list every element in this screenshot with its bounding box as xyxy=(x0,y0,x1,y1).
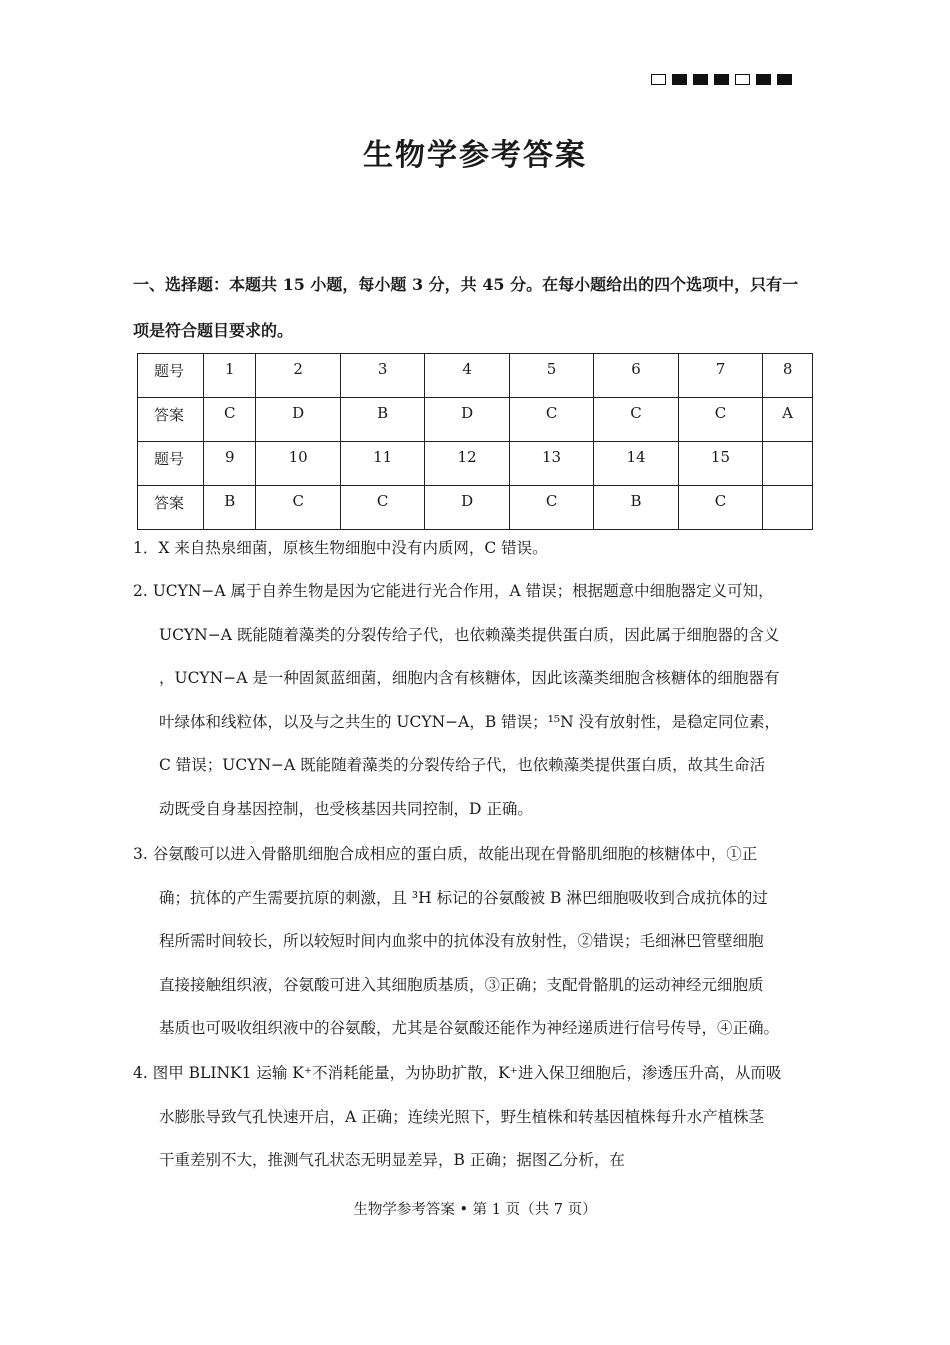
mark-box xyxy=(777,74,792,85)
explanation-line: 程所需时间较长，所以较短时间内血浆中的抗体没有放射性，②错误；毛细淋巴管壁细胞 xyxy=(159,932,764,950)
section-heading xyxy=(133,262,823,354)
question-number: 5 xyxy=(509,354,593,398)
answer-cell: C xyxy=(509,486,593,530)
question-number: 4 xyxy=(425,354,509,398)
explanation-line: 直接接触组织液，谷氨酸可进入其细胞质基质，③正确；支配骨骼肌的运动神经元细胞质 xyxy=(159,975,764,994)
section-heading-line: 一、选择题：本题共 15 小题，每小题 3 分，共 45 分。在每小题给出的四个选项中，只有一 xyxy=(133,275,799,294)
page-footer: 生物学参考答案 • 第 1 页（共 7 页） xyxy=(353,1202,597,1218)
mark-box xyxy=(756,74,771,85)
question-number: 6 xyxy=(594,354,678,398)
answer-cell: C xyxy=(509,398,593,442)
question-number: 3 xyxy=(340,354,424,398)
answer-cell: B xyxy=(594,486,678,530)
page-marks xyxy=(651,74,792,85)
question-number: 2 xyxy=(256,354,340,398)
mark-box xyxy=(714,74,729,85)
explanation-line: 叶绿体和线粒体，以及与之共生的 UCYN−A，B 错误；¹⁵N 没有放射性，是稳定同位素， xyxy=(159,712,781,731)
page-title: 生物学参考答案 xyxy=(363,138,587,173)
explanation-line: UCYN−A 既能随着藻类的分裂传给子代，也依赖藻类提供蛋白质，因此属于细胞器的含义 xyxy=(159,625,780,644)
row-label: 题号 xyxy=(138,354,204,398)
explanation-line: 动既受自身基因控制，也受核基因共同控制，D 正确。 xyxy=(159,799,533,818)
explanation-line: 1．X 来自热泉细菌，原核生物细胞中没有内质网，C 错误。 xyxy=(133,539,548,557)
answer-cell: C xyxy=(678,486,762,530)
question-number: 9 xyxy=(204,442,256,486)
answer-cell xyxy=(763,486,813,530)
mark-box xyxy=(672,74,687,85)
explanation-line: 水膨胀导致气孔快速开启，A 正确；连续光照下，野生植株和转基因植株每升水产植株茎 xyxy=(159,1107,765,1126)
explanation-q1 xyxy=(133,527,823,571)
answer-cell: C xyxy=(204,398,256,442)
question-number: 1 xyxy=(204,354,256,398)
answer-cell: C xyxy=(594,398,678,442)
explanation-line: 基质也可吸收组织液中的谷氨酸，尤其是谷氨酸还能作为神经递质进行信号传导，④正确。 xyxy=(159,1019,780,1037)
question-number: 11 xyxy=(340,442,424,486)
explanation-line: ，UCYN−A 是一种固氮蓝细菌，细胞内含有核糖体，因此该藻类细胞含核糖体的细胞器有 xyxy=(159,669,780,687)
question-number: 15 xyxy=(678,442,762,486)
explanation-q3 xyxy=(133,833,823,1051)
explanation-line: 3. 谷氨酸可以进入骨骼肌细胞合成相应的蛋白质，故能出现在骨骼肌细胞的核糖体中，①正 xyxy=(133,845,758,863)
answer-cell: C xyxy=(256,486,340,530)
answer-table xyxy=(137,353,813,530)
answer-cell: A xyxy=(763,398,813,442)
answer-cell: B xyxy=(204,486,256,530)
answer-cell: D xyxy=(256,398,340,442)
explanation-q4 xyxy=(133,1052,823,1183)
row-label: 题号 xyxy=(138,442,204,486)
explanation-q2 xyxy=(133,570,823,831)
row-label: 答案 xyxy=(138,398,204,442)
question-number: 10 xyxy=(256,442,340,486)
table-row-answers-2 xyxy=(138,486,813,530)
section-heading-line: 项是符合题目要求的。 xyxy=(133,321,294,340)
table-row-answers-1 xyxy=(138,398,813,442)
question-number: 7 xyxy=(678,354,762,398)
question-number: 12 xyxy=(425,442,509,486)
row-label: 答案 xyxy=(138,486,204,530)
question-number: 13 xyxy=(509,442,593,486)
mark-box xyxy=(693,74,708,85)
answer-cell: D xyxy=(425,486,509,530)
explanation-line: 干重差别不大，推测气孔状态无明显差异，B 正确；据图乙分析，在 xyxy=(159,1151,625,1169)
explanation-line: 2. UCYN−A 属于自养生物是因为它能进行光合作用，A 错误；根据题意中细胞器定义可知， xyxy=(133,582,774,600)
answer-cell: B xyxy=(340,398,424,442)
answer-cell: D xyxy=(425,398,509,442)
question-number: 14 xyxy=(594,442,678,486)
table-row-numbers-2 xyxy=(138,442,813,486)
answer-cell: C xyxy=(340,486,424,530)
explanation-line: 确；抗体的产生需要抗原的刺激，且 ³H 标记的谷氨酸被 B 淋巴细胞吸收到合成抗体的过 xyxy=(159,888,768,907)
question-number: 8 xyxy=(763,354,813,398)
table-row-numbers-1 xyxy=(138,354,813,398)
explanation-line: C 错误；UCYN−A 既能随着藻类的分裂传给子代，也依赖藻类提供蛋白质，故其生命活 xyxy=(159,756,766,774)
mark-box xyxy=(735,74,750,85)
answer-cell: C xyxy=(678,398,762,442)
mark-box xyxy=(651,74,666,85)
question-number xyxy=(763,442,813,486)
explanation-line: 4. 图甲 BLINK1 运输 K⁺不消耗能量，为协助扩散，K⁺进入保卫细胞后，渗透压升高，从而吸 xyxy=(133,1064,782,1082)
